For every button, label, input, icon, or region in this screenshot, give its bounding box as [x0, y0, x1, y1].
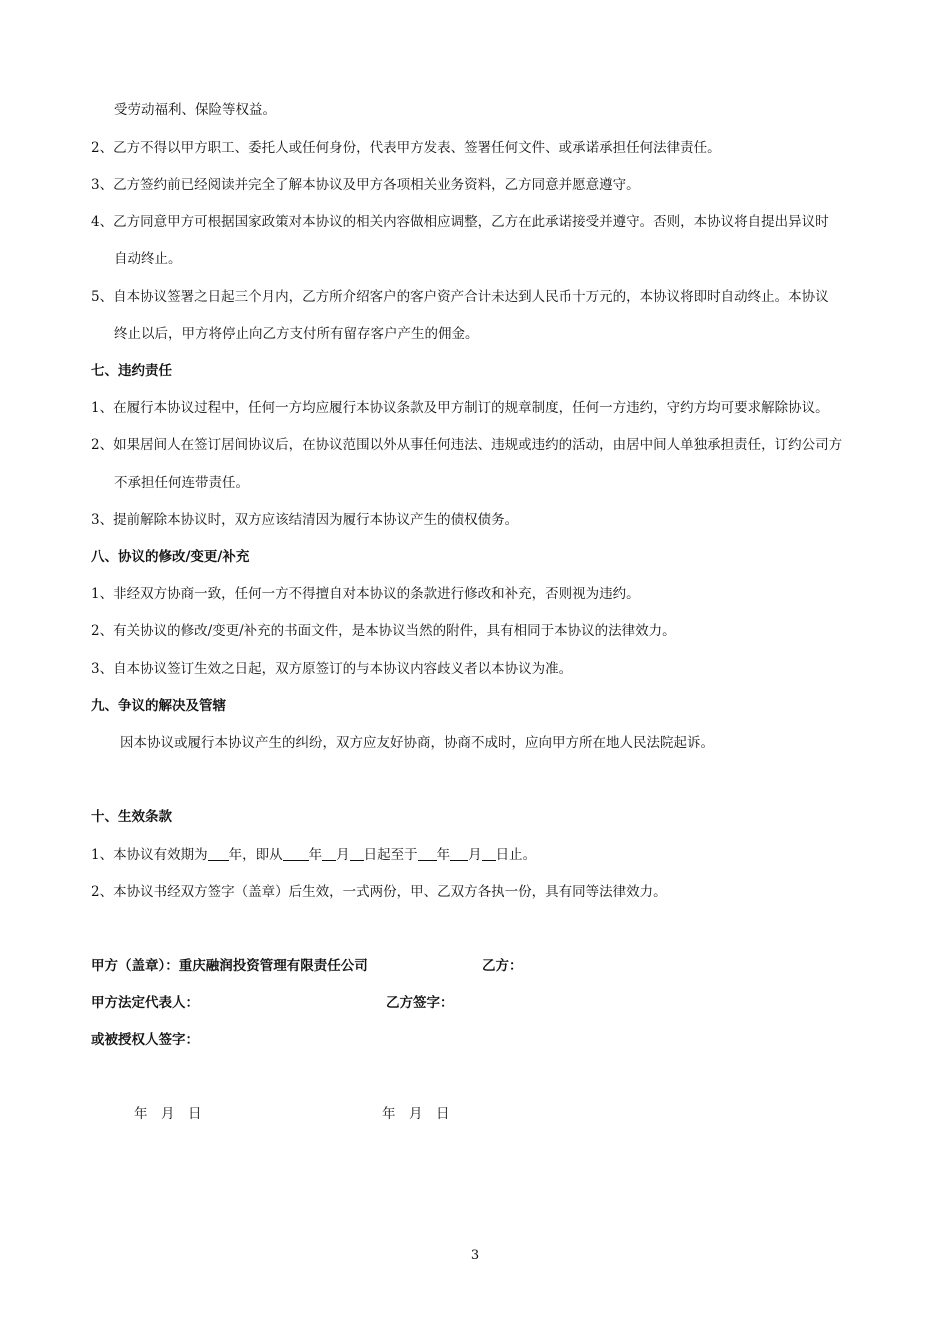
clause-6-3: 3、乙方签约前已经阅读并完全了解本协议及甲方各项相关业务资料，乙方同意并愿意遵守。 — [91, 177, 640, 193]
blank-end-month[interactable] — [450, 846, 468, 861]
clause-6-5-continued: 终止以后，甲方将停止向乙方支付所有留存客户产生的佣金。 — [114, 326, 479, 342]
clause-8-2: 2、有关协议的修改/变更/补充的书面文件，是本协议当然的附件，具有相同于本协议的法律效力。 — [91, 623, 676, 639]
clause-10-1-month1: 月 — [336, 847, 350, 863]
party-b-label: 乙方： — [482, 958, 523, 974]
clause-8-3: 3、自本协议签订生效之日起，双方原签订的与本协议内容歧义者以本协议为准。 — [91, 661, 573, 677]
clause-6-5: 5、自本协议签署之日起三个月内，乙方所介绍客户的客户资产合计未达到人民币十万元的，本协议将即时自动终止。本协议 — [91, 289, 829, 305]
party-a-seal-label: 甲方（盖章）：重庆融润投资管理有限责任公司 — [91, 958, 368, 974]
clause-10-2: 2、本协议书经双方签字（盖章）后生效，一式两份，甲、乙双方各执一份，具有同等法律效力。 — [91, 884, 667, 900]
clause-6-4-continued: 自动终止。 — [114, 251, 182, 267]
blank-start-day[interactable] — [350, 846, 364, 861]
clause-7-3: 3、提前解除本协议时，双方应该结清因为履行本协议产生的债权债务。 — [91, 512, 519, 528]
clause-10-1 — [91, 846, 536, 864]
clause-10-1-from: 年，即从 — [228, 847, 283, 863]
clause-6-2: 2、乙方不得以甲方职工、委托人或任何身份，代表甲方发表、签署任何文件、或承诺承担任何法律责任。 — [91, 140, 721, 156]
authorized-signature-label: 或被授权人签字： — [91, 1032, 199, 1048]
page-number: 3 — [470, 1248, 480, 1263]
blank-start-year[interactable] — [283, 846, 309, 861]
clause-7-2: 2、如果居间人在签订居间协议后，在协议范围以外从事任何违法、违规或违约的活动，由居中间人单独承担责任，订约公司方 — [91, 437, 843, 453]
section-heading-8: 八、协议的修改/变更/补充 — [91, 549, 250, 565]
party-b-date: 年 月 日 — [382, 1106, 450, 1122]
clause-7-2-continued: 不承担任何连带责任。 — [114, 475, 249, 491]
section-heading-7: 七、违约责任 — [91, 363, 172, 379]
clause-10-1-year1: 年 — [308, 847, 323, 863]
party-a-date: 年 月 日 — [134, 1106, 202, 1122]
section-heading-10: 十、生效条款 — [91, 809, 172, 825]
clause-10-1-year2: 年 — [436, 847, 451, 863]
clause-8-1: 1、非经双方协商一致，任何一方不得擅自对本协议的条款进行修改和补充，否则视为违约。 — [91, 586, 640, 602]
clause-7-1: 1、在履行本协议过程中，任何一方均应履行本协议条款及甲方制订的规章制度，任何一方违约，守约方均可要求解除协议。 — [91, 400, 829, 416]
clause-6-4: 4、乙方同意甲方可根据国家政策对本协议的相关内容做相应调整，乙方在此承诺接受并遵守。否则，本协议将自提出异议时 — [91, 214, 829, 230]
party-a-representative-label: 甲方法定代表人： — [91, 995, 199, 1011]
blank-end-day[interactable] — [482, 846, 496, 861]
party-b-signature-label: 乙方签字： — [386, 995, 454, 1011]
blank-end-year[interactable] — [418, 846, 437, 861]
blank-term-years[interactable] — [208, 846, 229, 861]
clause-10-1-prefix: 1、本协议有效期为 — [91, 847, 208, 863]
clause-6-1-continued: 受劳动福利、保险等权益。 — [114, 102, 276, 118]
clause-9-body: 因本协议或履行本协议产生的纠纷，双方应友好协商，协商不成时，应向甲方所在地人民法院起诉。 — [120, 735, 714, 751]
clause-10-1-month2: 月 — [468, 847, 482, 863]
clause-10-1-end: 日止。 — [495, 847, 537, 863]
section-heading-9: 九、争议的解决及管辖 — [91, 698, 226, 714]
blank-start-month[interactable] — [322, 846, 336, 861]
clause-10-1-until: 日起至于 — [363, 847, 418, 863]
